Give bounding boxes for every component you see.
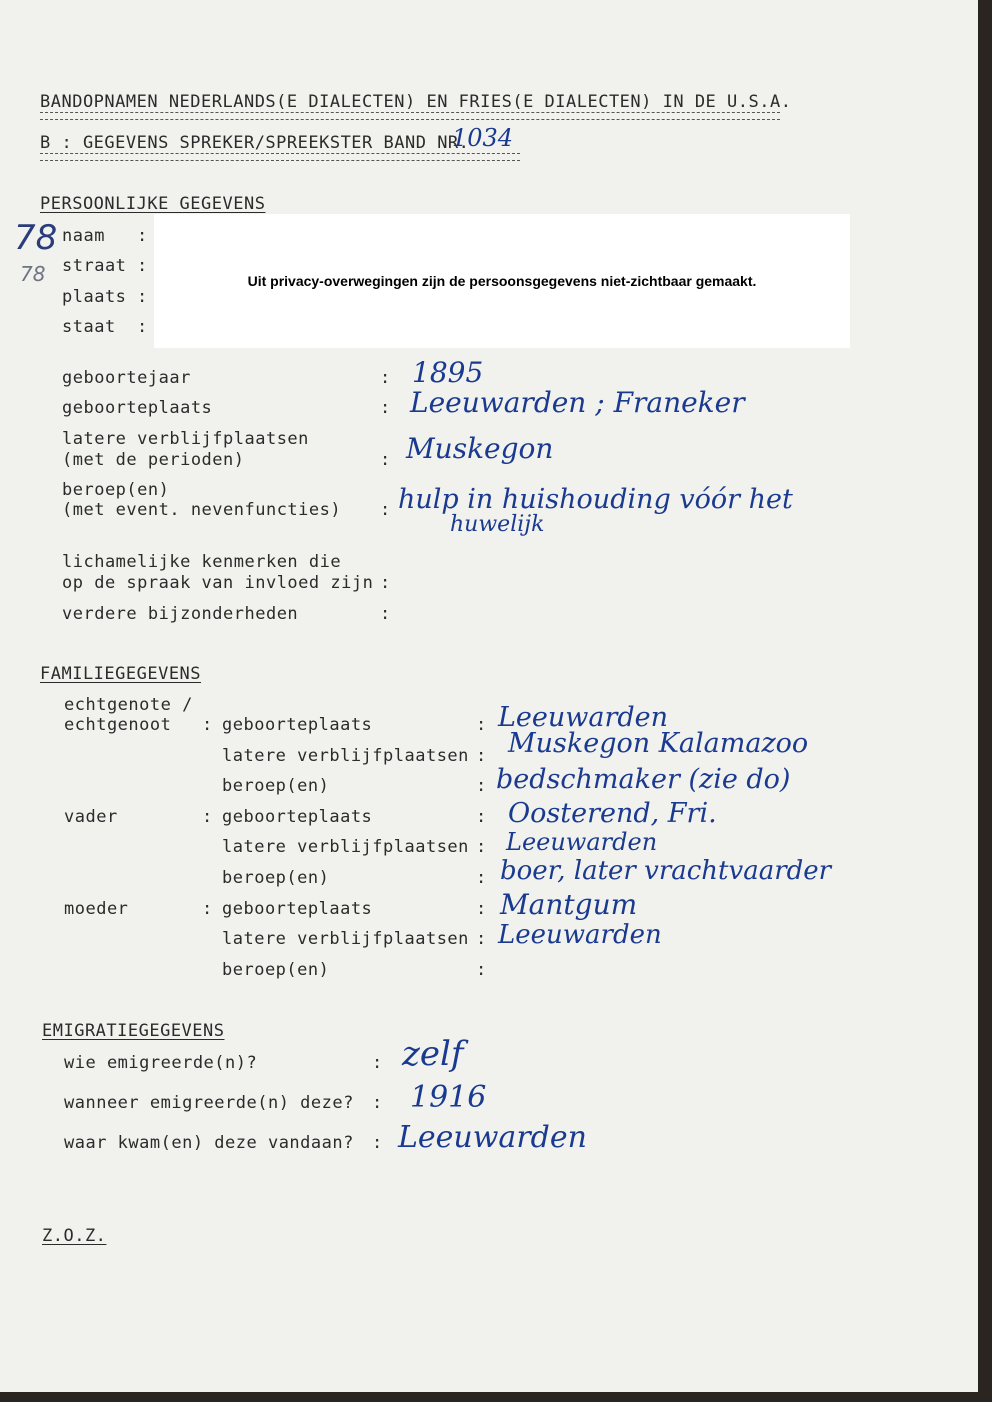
- colon: :: [380, 604, 391, 624]
- answer-where-from: Leeuwarden: [398, 1120, 587, 1155]
- label-beroep-1: beroep(en): [62, 480, 170, 500]
- label-mother: moeder: [64, 899, 129, 919]
- father-value-geboorteplaats: Oosterend, Fri.: [508, 798, 717, 829]
- value-beroep-1: hulp in huishouding vóór het: [398, 484, 793, 515]
- father-field-beroep: beroep(en): [222, 868, 330, 888]
- value-beroep-2: huwelijk: [450, 512, 545, 537]
- father-value-beroep: boer, later vrachtvaarder: [500, 856, 832, 886]
- speaker-subtitle: B : GEGEVENS SPREKER/SPREEKSTER BAND NR.: [40, 133, 470, 153]
- mother-field-beroep: beroep(en): [222, 960, 330, 980]
- answer-when-emigrated: 1916: [410, 1080, 487, 1115]
- colon: :: [476, 837, 487, 857]
- label-naam: naam: [62, 226, 105, 246]
- question-who-emigrated: wie emigreerde(n)?: [64, 1053, 258, 1073]
- scan-border-right: [978, 0, 992, 1402]
- label-spouse-1: echtgenote /: [64, 695, 193, 715]
- colon: :: [380, 500, 391, 520]
- colon: :: [137, 256, 148, 276]
- colon: :: [476, 899, 487, 919]
- label-father: vader: [64, 807, 118, 827]
- colon: :: [380, 450, 391, 470]
- label-spouse-2: echtgenoot: [64, 715, 172, 735]
- question-where-from: waar kwam(en) deze vandaan?: [64, 1133, 354, 1153]
- label-geboortejaar: geboortejaar: [62, 368, 191, 388]
- colon: :: [476, 929, 487, 949]
- colon: :: [137, 226, 148, 246]
- section-heading-family: FAMILIEGEGEVENS: [40, 664, 202, 684]
- zoz-footer: Z.O.Z.: [42, 1226, 107, 1246]
- colon: :: [137, 287, 148, 307]
- spouse-field-latere: latere verblijfplaatsen: [222, 746, 469, 766]
- value-geboortejaar: 1895: [412, 356, 484, 389]
- spouse-field-geboorteplaats: geboorteplaats: [222, 715, 373, 735]
- spouse-value-beroep: bedschmaker (zie do): [496, 764, 791, 795]
- section-heading-emigration: EMIGRATIEGEGEVENS: [42, 1021, 225, 1041]
- label-verdere: verdere bijzonderheden: [62, 604, 299, 624]
- father-field-latere: latere verblijfplaatsen: [222, 837, 469, 857]
- scan-border-bottom: [0, 1392, 992, 1402]
- value-latere: Muskegon: [406, 432, 554, 465]
- father-value-latere: Leeuwarden: [506, 828, 658, 856]
- colon: :: [202, 899, 213, 919]
- privacy-redaction-box: Uit privacy-overwegingen zijn de persoonsgegevens niet-zichtbaar gemaakt.: [154, 214, 850, 348]
- spouse-field-beroep: beroep(en): [222, 776, 330, 796]
- mother-field-geboorteplaats: geboorteplaats: [222, 899, 373, 919]
- colon: :: [476, 746, 487, 766]
- pencil-number-1: 78: [14, 218, 58, 258]
- colon: :: [380, 573, 391, 593]
- question-when-emigrated: wanneer emigreerde(n) deze?: [64, 1093, 354, 1113]
- label-straat: straat: [62, 256, 127, 276]
- label-latere-2: (met de perioden): [62, 450, 245, 470]
- band-number: 1034: [452, 124, 514, 152]
- colon: :: [372, 1053, 383, 1073]
- label-latere-1: latere verblijfplaatsen: [62, 429, 309, 449]
- value-geboorteplaats: Leeuwarden ; Franeker: [410, 386, 745, 419]
- colon: :: [202, 715, 213, 735]
- spouse-value-geboorteplaats: Leeuwarden: [498, 702, 669, 733]
- colon: :: [372, 1133, 383, 1153]
- title-double-underline: [40, 112, 780, 120]
- document-title: BANDOPNAMEN NEDERLANDS(E DIALECTEN) EN FRIES(E DIALECTEN) IN DE U.S.A.: [40, 92, 792, 112]
- label-staat: staat: [62, 317, 116, 337]
- colon: :: [476, 807, 487, 827]
- colon: :: [372, 1093, 383, 1113]
- colon: :: [476, 715, 487, 735]
- mother-value-geboorteplaats: Mantgum: [500, 888, 638, 921]
- pencil-number-2: 78: [20, 262, 46, 286]
- label-geboorteplaats: geboorteplaats: [62, 398, 213, 418]
- colon: :: [476, 960, 487, 980]
- label-lichamelijk-1: lichamelijke kenmerken die: [62, 552, 342, 572]
- spouse-value-latere: Muskegon Kalamazoo: [508, 728, 809, 759]
- label-lichamelijk-2: op de spraak van invloed zijn: [62, 573, 374, 593]
- colon: :: [380, 398, 391, 418]
- colon: :: [476, 868, 487, 888]
- label-plaats: plaats: [62, 287, 127, 307]
- colon: :: [137, 317, 148, 337]
- colon: :: [380, 368, 391, 388]
- colon: :: [202, 807, 213, 827]
- mother-field-latere: latere verblijfplaatsen: [222, 929, 469, 949]
- label-beroep-2: (met event. nevenfuncties): [62, 500, 342, 520]
- subtitle-double-underline: [40, 153, 520, 161]
- father-field-geboorteplaats: geboorteplaats: [222, 807, 373, 827]
- section-heading-personal: PERSOONLIJKE GEGEVENS: [40, 194, 266, 214]
- colon: :: [476, 776, 487, 796]
- mother-value-latere: Leeuwarden: [498, 920, 662, 950]
- answer-who-emigrated: zelf: [402, 1034, 464, 1074]
